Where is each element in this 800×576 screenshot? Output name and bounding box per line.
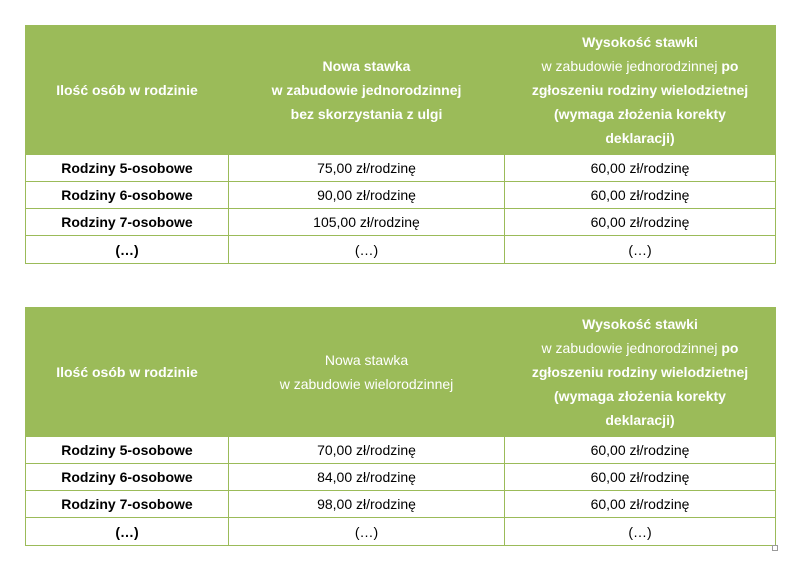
- header-reduced-rate-line1: Wysokość stawki: [582, 316, 698, 332]
- row-family-size: Rodziny 5-osobowe: [26, 155, 229, 182]
- header-reduced-rate-line2-bold: po: [717, 58, 739, 74]
- table-row: [26, 182, 776, 209]
- header-reduced-rate: [505, 308, 776, 437]
- row-reduced-rate: 60,00 zł/rodzinę: [505, 182, 776, 209]
- rates-table-single-family: [25, 25, 776, 264]
- header-reduced-rate-line1: Wysokość stawki: [582, 34, 698, 50]
- row-new-rate: 75,00 zł/rodzinę: [229, 155, 505, 182]
- row-new-rate: (…): [229, 518, 505, 546]
- header-reduced-rate-line2-normal: w zabudowie jednorodzinnej: [541, 340, 718, 356]
- row-family-size: Rodziny 6-osobowe: [26, 464, 229, 491]
- header-reduced-rate-line2-bold: po: [717, 340, 739, 356]
- table-row: [26, 236, 776, 264]
- table-row: [26, 209, 776, 236]
- row-family-size: Rodziny 6-osobowe: [26, 182, 229, 209]
- header-new-rate-line2: w zabudowie wielorodzinnej: [279, 376, 454, 392]
- header-reduced-rate: [505, 26, 776, 155]
- row-reduced-rate: (…): [505, 518, 776, 546]
- table-row: [26, 437, 776, 464]
- table-header-row: [26, 26, 776, 155]
- row-family-size: (…): [26, 518, 229, 546]
- row-new-rate: 84,00 zł/rodzinę: [229, 464, 505, 491]
- header-family-size: [26, 308, 229, 437]
- table-row: [26, 464, 776, 491]
- header-reduced-rate-line4: (wymaga złożenia korekty: [554, 106, 726, 122]
- header-new-rate-line2: w zabudowie jednorodzinnej: [271, 82, 462, 98]
- header-reduced-rate-line5: deklaracji): [605, 130, 675, 146]
- row-reduced-rate: 60,00 zł/rodzinę: [505, 491, 776, 518]
- table-row: [26, 518, 776, 546]
- row-family-size: (…): [26, 236, 229, 264]
- header-new-rate-line3: bez skorzystania z ulgi: [290, 106, 443, 122]
- row-reduced-rate: 60,00 zł/rodzinę: [505, 464, 776, 491]
- row-family-size: Rodziny 7-osobowe: [26, 491, 229, 518]
- row-new-rate: 105,00 zł/rodzinę: [229, 209, 505, 236]
- row-reduced-rate: 60,00 zł/rodzinę: [505, 437, 776, 464]
- table-header-row: [26, 308, 776, 437]
- header-reduced-rate-line3: zgłoszeniu rodziny wielodzietnej: [531, 364, 749, 380]
- row-new-rate: (…): [229, 236, 505, 264]
- table-row: [26, 491, 776, 518]
- header-family-size-label: Ilość osób w rodzinie: [56, 364, 198, 380]
- header-reduced-rate-line2-normal: w zabudowie jednorodzinnej: [541, 58, 718, 74]
- resize-handle-icon[interactable]: [772, 545, 778, 551]
- header-reduced-rate-line4: (wymaga złożenia korekty: [554, 388, 726, 404]
- row-reduced-rate: 60,00 zł/rodzinę: [505, 155, 776, 182]
- header-reduced-rate-line2: [509, 336, 771, 360]
- header-new-rate: [229, 308, 505, 437]
- header-reduced-rate-line3: zgłoszeniu rodziny wielodzietnej: [531, 82, 749, 98]
- header-new-rate: [229, 26, 505, 155]
- row-new-rate: 98,00 zł/rodzinę: [229, 491, 505, 518]
- row-reduced-rate: (…): [505, 236, 776, 264]
- header-reduced-rate-line2: [509, 54, 771, 78]
- row-family-size: Rodziny 7-osobowe: [26, 209, 229, 236]
- row-new-rate: 90,00 zł/rodzinę: [229, 182, 505, 209]
- row-new-rate: 70,00 zł/rodzinę: [229, 437, 505, 464]
- header-family-size-label: Ilość osób w rodzinie: [56, 82, 198, 98]
- header-new-rate-line1: Nowa stawka: [322, 58, 411, 74]
- header-family-size: [26, 26, 229, 155]
- table-row: [26, 155, 776, 182]
- header-reduced-rate-line5: deklaracji): [605, 412, 675, 428]
- row-family-size: Rodziny 5-osobowe: [26, 437, 229, 464]
- row-reduced-rate: 60,00 zł/rodzinę: [505, 209, 776, 236]
- header-new-rate-line1: Nowa stawka: [324, 352, 409, 368]
- rates-table-multi-family: [25, 307, 776, 546]
